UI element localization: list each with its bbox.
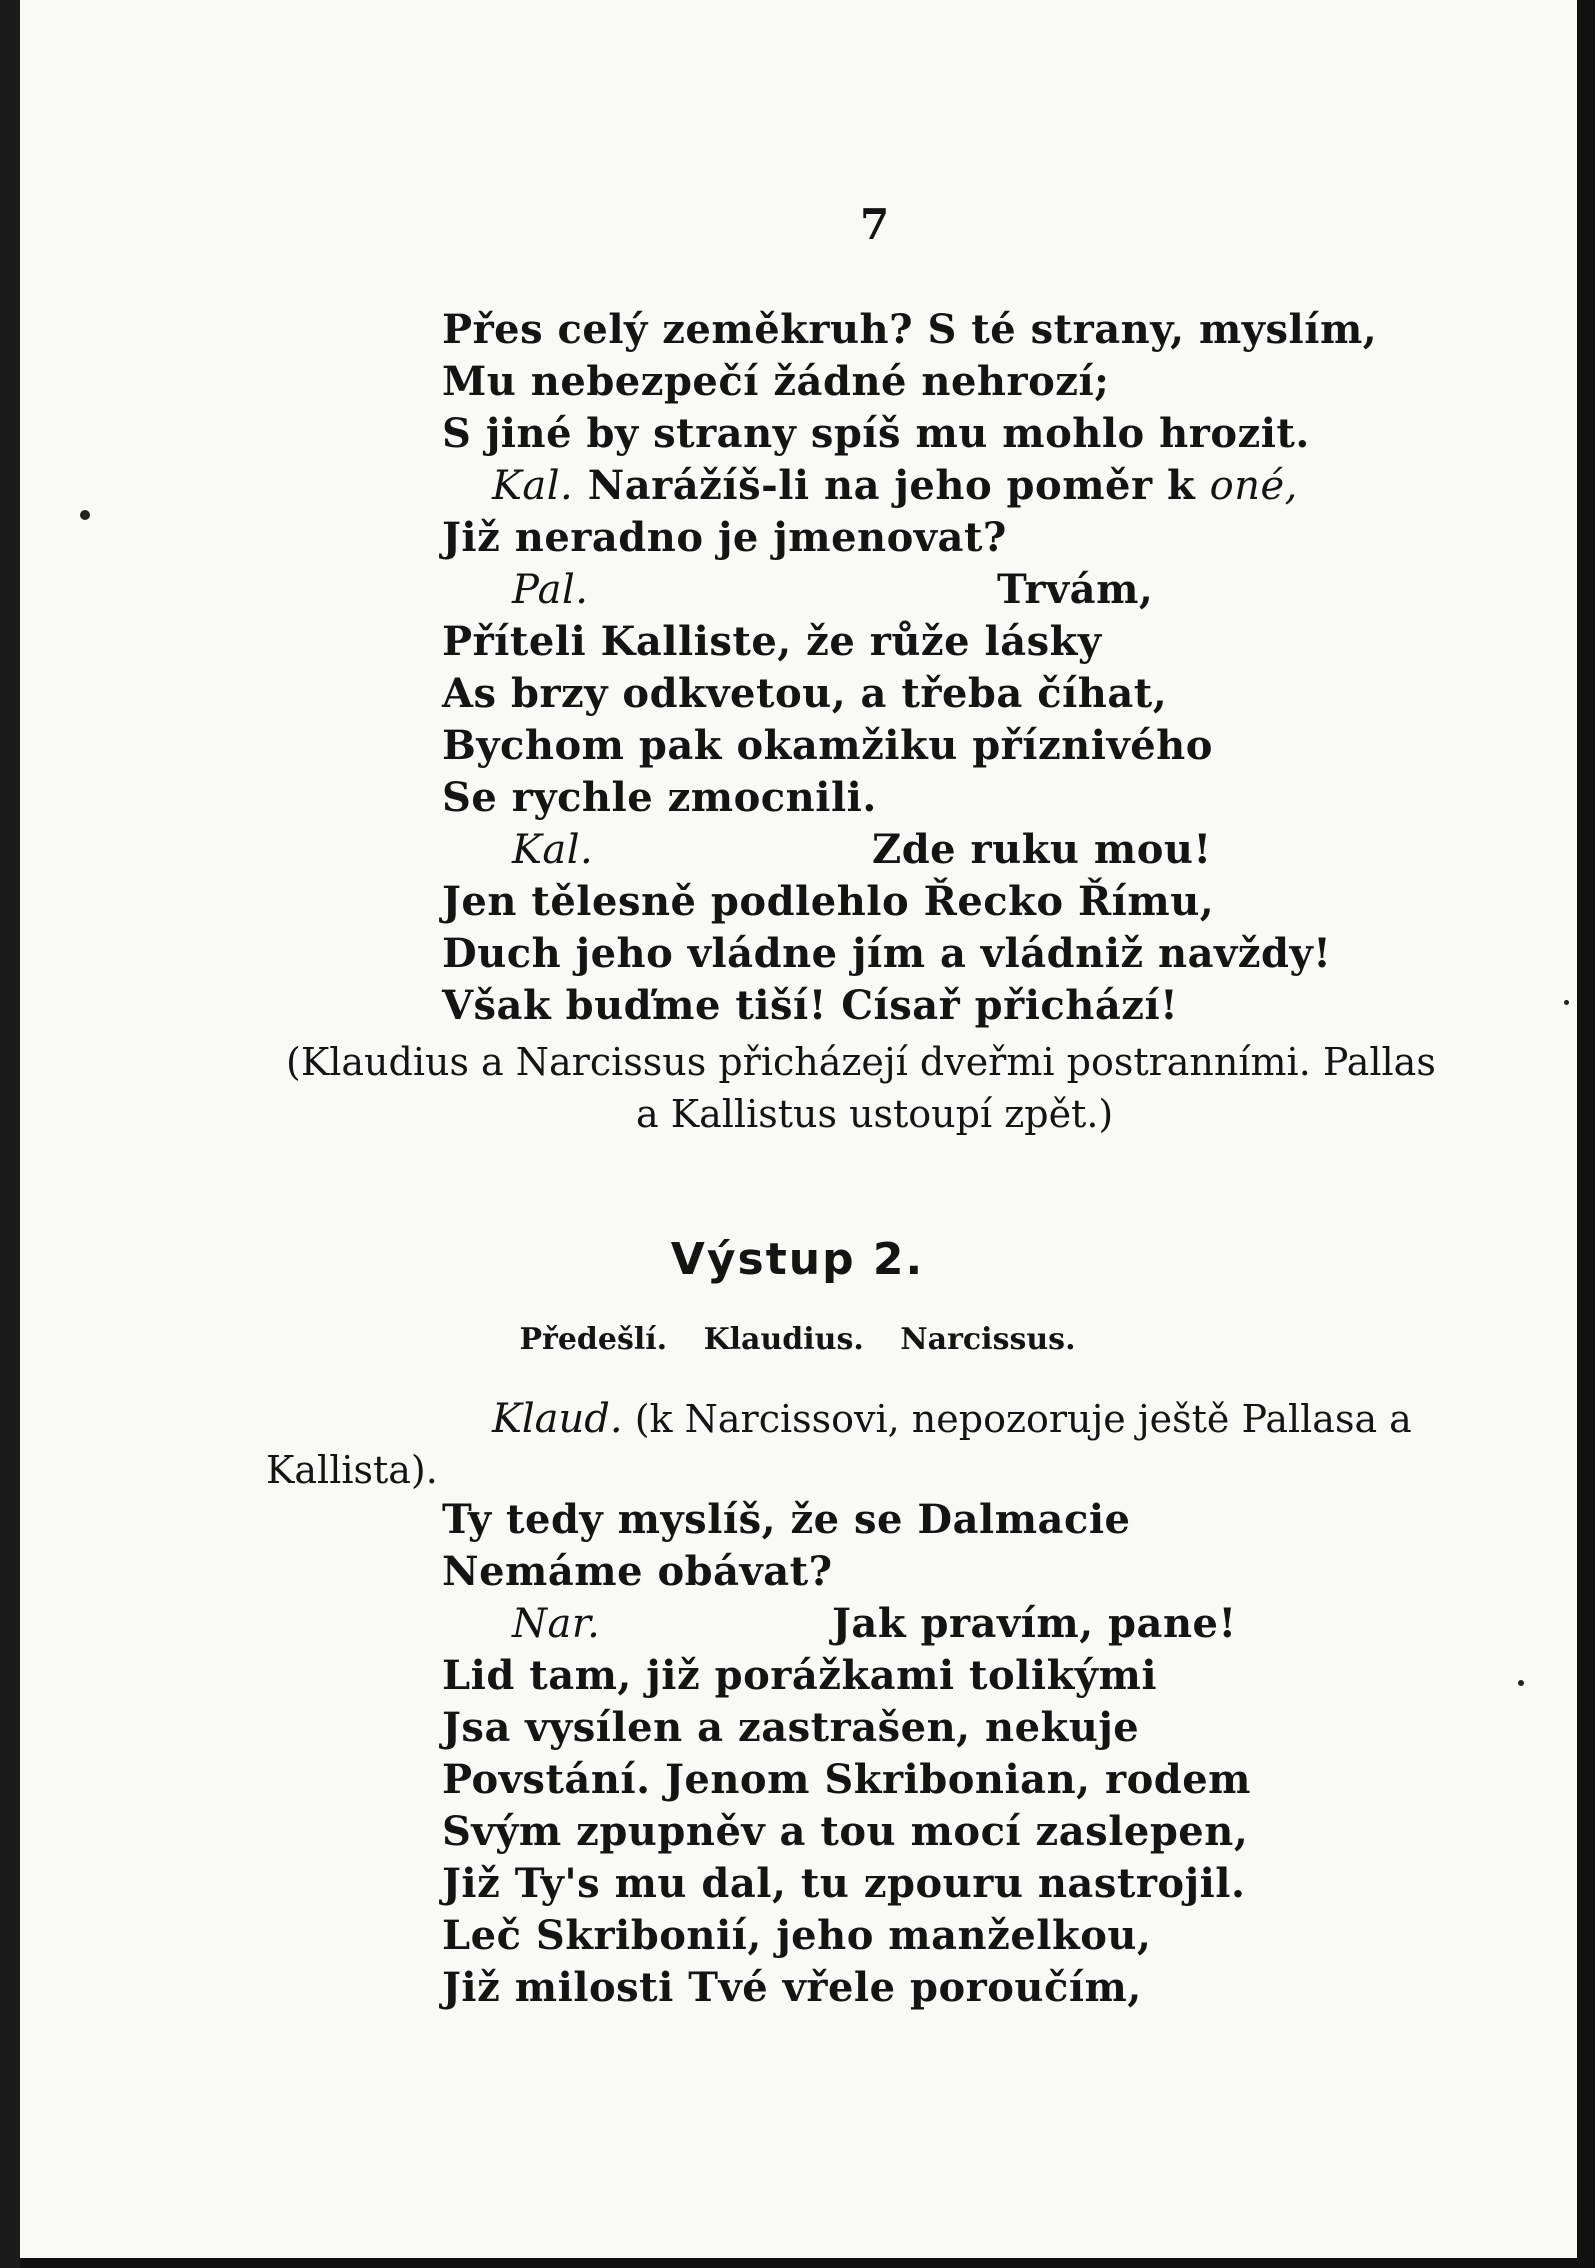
verse-line: Trvám, [997,566,1154,613]
verse-line: Bychom pak okamžiku příznivého [442,722,1213,769]
stage-direction: a Kallistus ustoupí zpět.) [636,1092,1114,1136]
cue-text: (k Narcissovi, nepozoruje ještě Pallasa a [634,1397,1412,1441]
verse-line: Jsa vysílen a zastrašen, nekuje [442,1704,1140,1751]
ink-speck [1564,1000,1569,1005]
speaker-name: Kal. [512,827,594,873]
speaker-name: Klaud. [492,1396,623,1442]
verse-line: Ty tedy myslíš, že se Dalmacie [442,1496,1131,1543]
verse-line: Již Ty's mu dal, tu zpouru nastrojil. [442,1860,1246,1907]
verse-line: Však buďme tiší! Císař přichází! [442,982,1179,1029]
scene-roles: Předešlí. Klaudius. Narcissus. [519,1322,1076,1357]
ink-speck [80,510,90,520]
ink-speck [1518,1680,1524,1686]
left-binding-edge [0,0,20,2268]
line-text: Narážíš-li na jeho poměr k [587,462,1196,509]
book-page [18,0,1577,2258]
emphasis: oné, [1209,463,1298,509]
page-number: 7 [860,200,890,249]
verse-line: Příteli Kalliste, že růže lásky [442,618,1102,665]
verse-line: Jak pravím, pane! [832,1600,1237,1647]
verse-line: Svým zpupněv a tou mocí zaslepen, [442,1808,1249,1855]
verse-line: S jiné by strany spíš mu mohlo hrozit. [442,410,1310,457]
verse-line: Zde ruku mou! [872,826,1212,873]
verse-line: As brzy odkvetou, a třeba číhat, [442,670,1168,717]
verse-line: Povstání. Jenom Skribonian, rodem [442,1756,1251,1803]
verse-line: Se rychle zmocnili. [442,774,877,821]
cue-text: Kallista). [266,1448,438,1492]
verse-line: Nemáme obávat? [442,1548,833,1595]
verse-line: Přes celý zeměkruh? S té strany, myslím, [442,306,1378,353]
speaker-name: Nar. [512,1601,601,1647]
verse-line: Duch jeho vládne jím a vládniž navždy! [442,930,1332,977]
verse-line: Mu nebezpečí žádné nehrozí; [442,358,1110,405]
verse-line: Jen tělesně podlehlo Řecko Římu, [442,878,1215,925]
scene-heading: Výstup 2. [670,1234,925,1285]
verse-line: Lid tam, již porážkami tolikými [442,1652,1158,1699]
stage-direction: (Klaudius a Narcissus přicházejí dveřmi postranními. Pallas [286,1040,1436,1084]
speaker-name: Kal. [492,463,574,509]
speaker-cue [492,1396,1412,1442]
speaker-name: Pal. [512,567,589,613]
verse-line: Již neradno je jmenovat? [442,514,1007,561]
verse-line: Již milosti Tvé vřele poroučím, [442,1964,1142,2011]
verse-line [492,462,1298,509]
verse-line: Leč Skribonií, jeho manželkou, [442,1912,1152,1959]
